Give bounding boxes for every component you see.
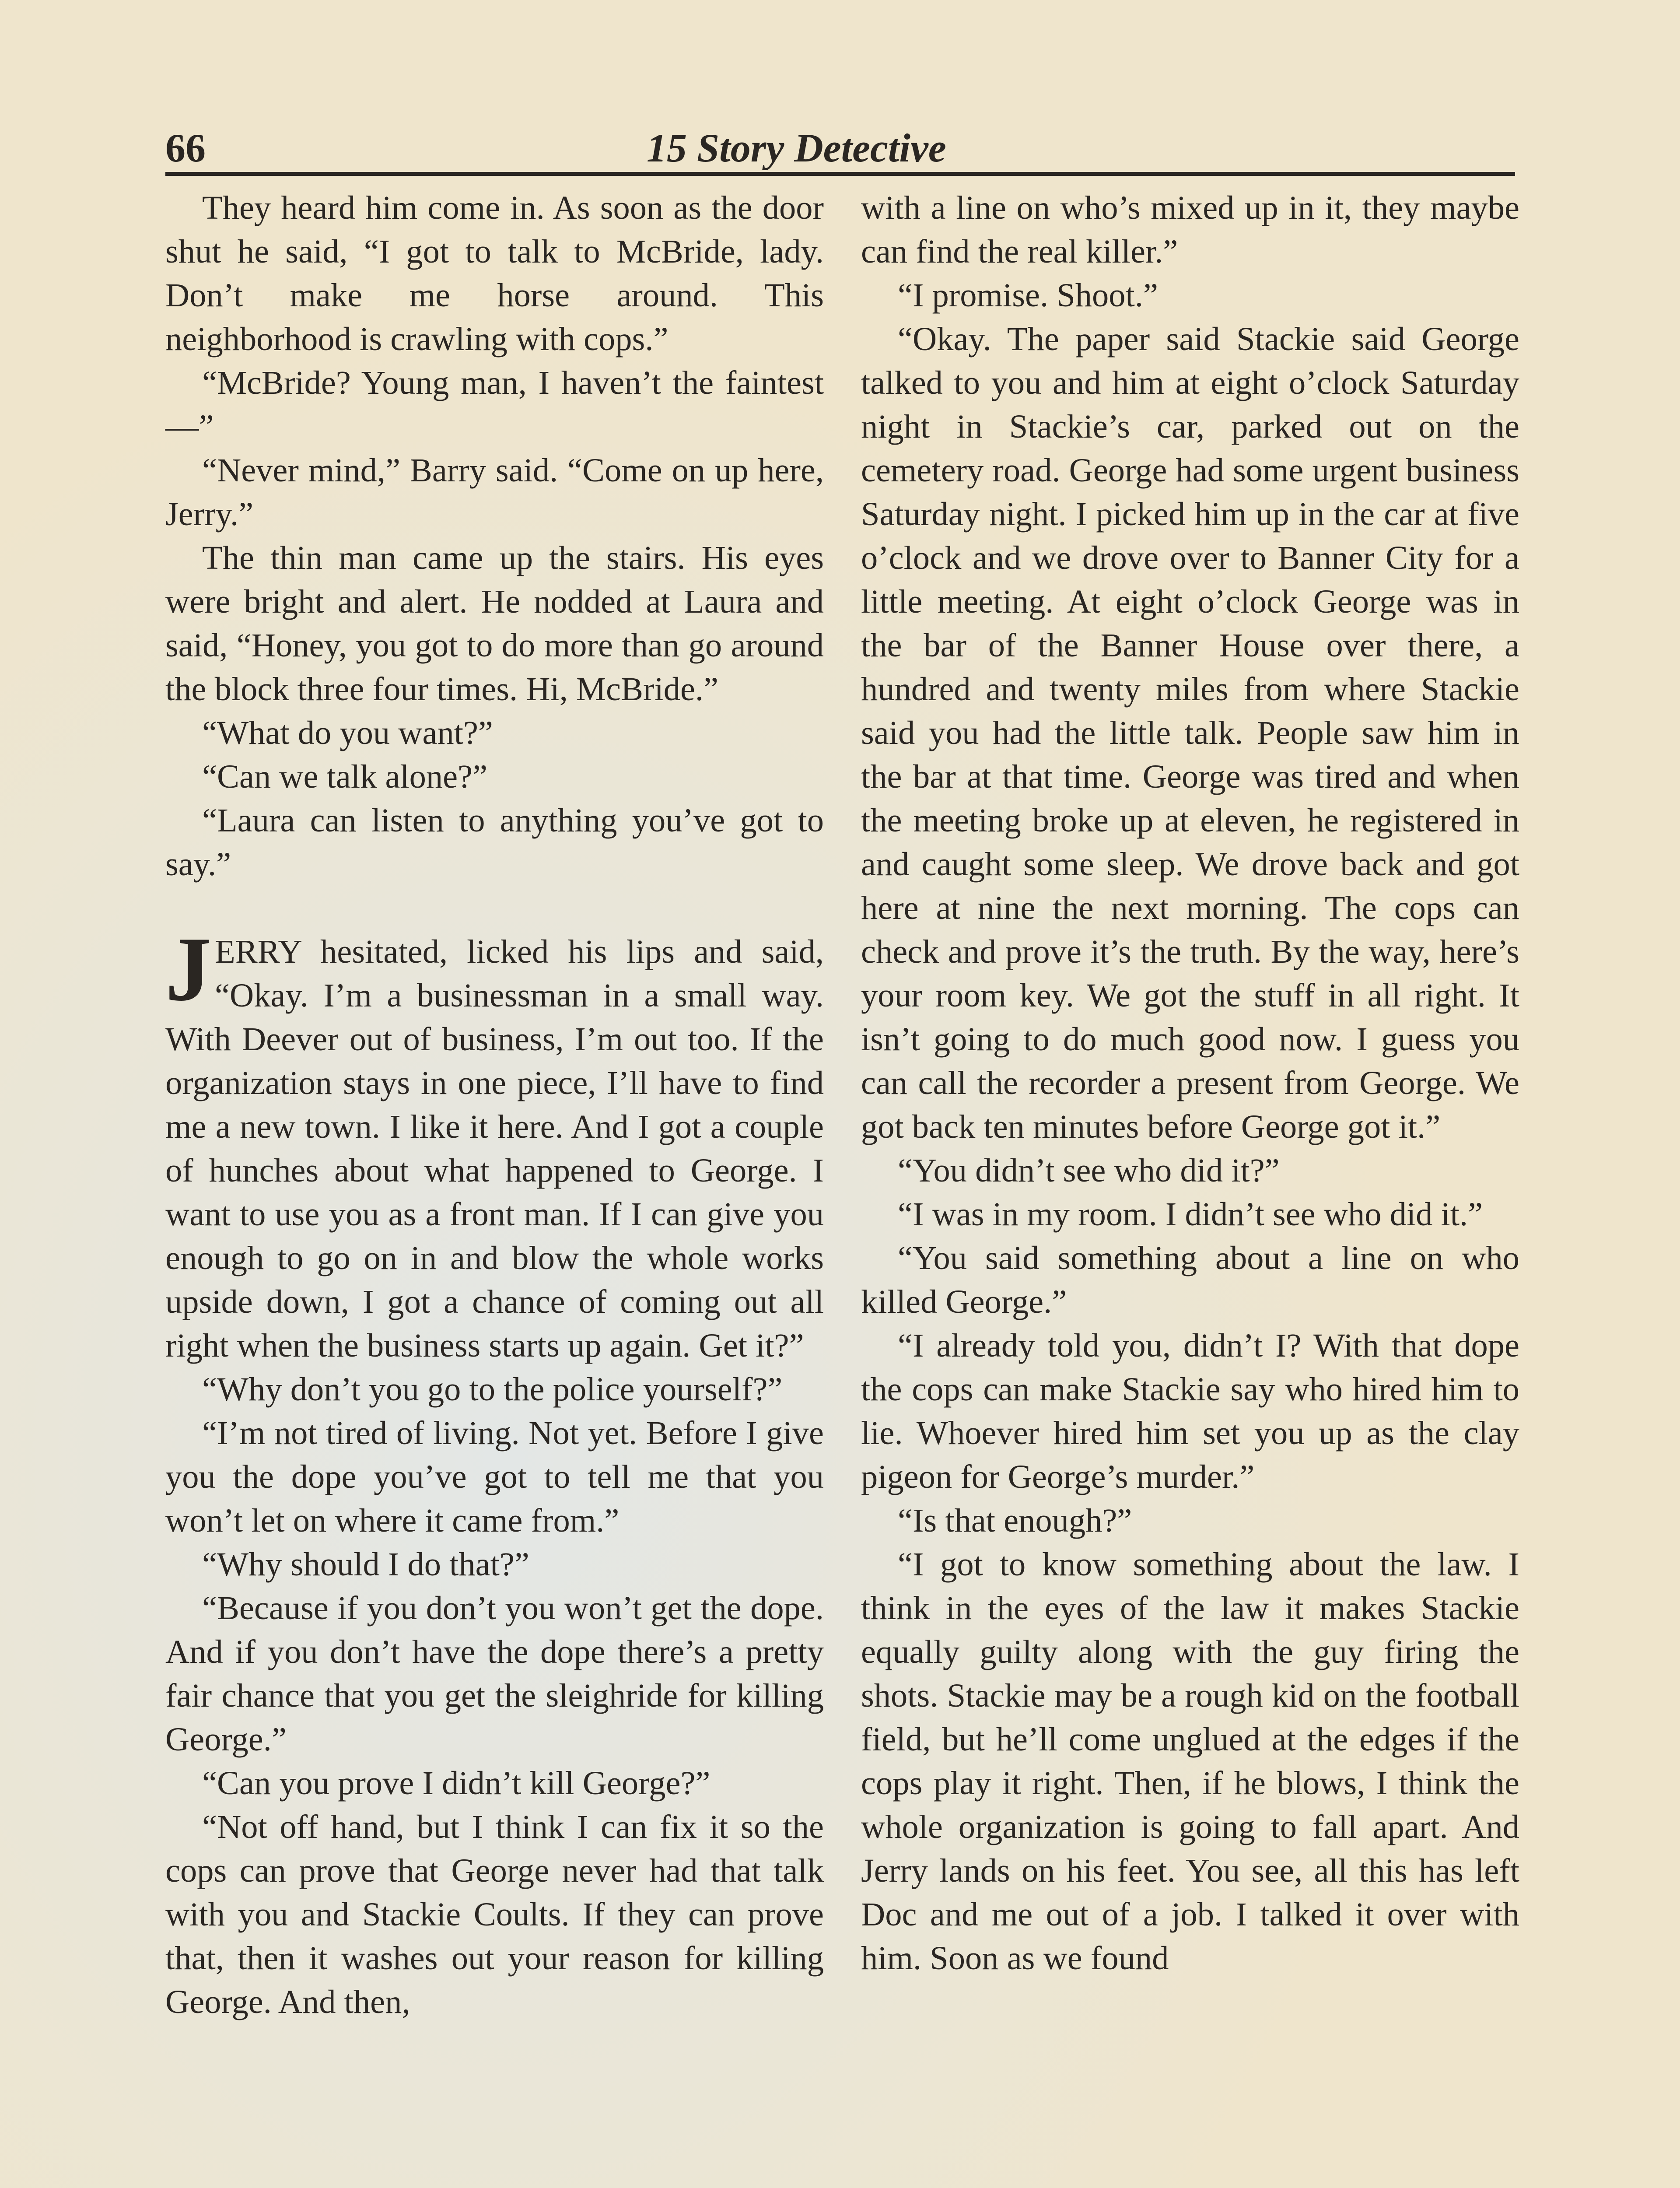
paragraph: “Can you prove I didn’t kill George?” [202, 1764, 710, 1802]
paragraph: “I got to know something about the law. I think in the eyes of the law it makes Stackie equally guilty along with the guy firing the shots. Stackie may be a rough kid on the football field, but he’ll come unglued at the edges if the cops play it right. Then, if he blows, I think the whole organization is going to fall apart. And Jerry lands on his feet. You see, all this has left Doc and me out of a job. I talked it over with him. Soon as we found [861, 1546, 1519, 1977]
paragraph: “Never mind,” Barry said. “Come on up here, Jerry.” [165, 452, 824, 533]
section-opening-paragraph [165, 919, 824, 1368]
left-column [165, 186, 824, 2024]
paragraph: “I was in my room. I didn’t see who did it.” [898, 1196, 1483, 1233]
paragraph: They heard him come in. As soon as the door shut he said, “I got to talk to McBride, lady. Don’t make me horse around. This neighborhood is crawling with cops.” [165, 189, 824, 358]
right-column [861, 186, 1519, 1980]
paragraph: “Is that enough?” [898, 1502, 1132, 1539]
paragraph: “What do you want?” [202, 714, 493, 751]
paragraph: “Can we talk alone?” [202, 758, 488, 795]
paragraph: “Not off hand, but I think I can fix it so the cops can prove that George never had that talk with you and Stackie Coults. If they can prove that, then it washes out your reason for killing George. And then, [165, 1808, 824, 2020]
page-header [165, 123, 1515, 176]
paragraph: “Okay. The paper said Stackie said George talked to you and him at eight o’clock Saturday night in Stackie’s car, parked out on the cemetery road. George had some urgent business Saturday night. I picked him up in the car at five o’clock and we drove over to Banner City for a little meeting. At eight o’clock George was in the bar of the Banner House over there, a hundred and twenty miles from where Stackie said you had the little talk. People saw him in the bar at that time. George was tired and when the meeting broke up at eleven, he registered in and caught some sleep. We drove back and got here at nine the next morning. The cops can check and prove it’s the truth. By the way, here’s your room key. We got the stuff in all right. It isn’t going to do much good now. I guess you can call the recorder a present from George. We got back ten minutes before George got it.” [861, 320, 1519, 1145]
paragraph: “I promise. Shoot.” [898, 277, 1158, 314]
magazine-title: 15 Story Detective [647, 126, 946, 170]
paragraph: The thin man came up the stairs. His eyes were bright and alert. He nodded at Laura and said, “Honey, you got to do more than go around the block three four times. Hi, McBride.” [165, 539, 824, 708]
paragraph: “I’m not tired of living. Not yet. Before I give you the dope you’ve got to tell me that you won’t let on where it came from.” [165, 1414, 824, 1539]
paragraph: “Laura can listen to anything you’ve got to say.” [165, 802, 824, 883]
small-caps-lead: ERRY [215, 933, 301, 970]
paragraph: “Why don’t you go to the police yourself?” [202, 1371, 783, 1408]
continued-paragraph: with a line on who’s mixed up in it, they maybe can find the real killer.” [861, 189, 1519, 270]
paragraph-text: hesitated, licked his lips and said, “Okay. I’m a businessman in a small way. With Deever out of business, I’m out too. If the organization stays in one piece, I’ll have to find me a new town. I like it here. And I got a couple of hunches about what happened to George. I want to use you as a front man. If I can give you enough to go on in and blow the whole works upside down, I got a chance of coming out all right when the business starts up again. Get it?” [165, 933, 824, 1364]
paragraph: “Because if you don’t you won’t get the dope. And if you don’t have the dope there’s a pretty fair chance that you get the sleighride for killing George.” [165, 1589, 824, 1758]
page-number: 66 [165, 126, 206, 170]
paragraph: “You didn’t see who did it?” [898, 1152, 1280, 1189]
paragraph: “You said something about a line on who killed George.” [861, 1239, 1519, 1320]
paragraph: “Why should I do that?” [202, 1546, 529, 1583]
drop-cap: J [165, 919, 211, 1020]
paragraph: “McBride? Young man, I haven’t the faintest—” [165, 364, 824, 445]
paragraph: “I already told you, didn’t I? With that dope the cops can make Stackie say who hired him to lie. Whoever hired him set you up as the clay pigeon for George’s murder.” [861, 1327, 1519, 1495]
